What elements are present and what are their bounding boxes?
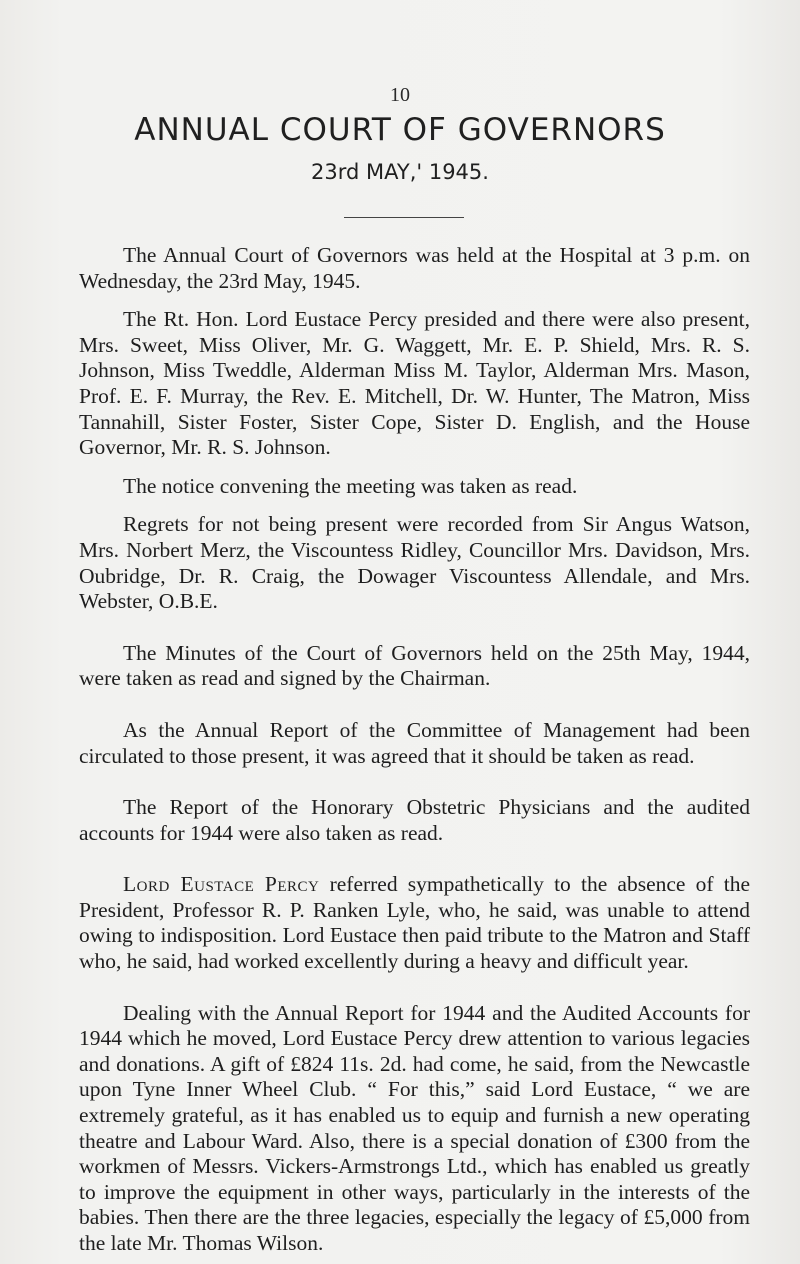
paragraph-attendees: The Rt. Hon. Lord Eustace Percy presided and there were also present, Mrs. Sweet, Miss Oliver, Mr. G. Waggett, Mr. E. P. Shield, Mrs. R. S. Johnson, Miss Tweddle, Alderman Miss M. Taylor, Alderman Mrs. Mason, Prof. E. F. Murray, the Rev. E. Mitchell, Dr. W. Hunter, The Matron, Miss Tannahill, Sister Foster, Sister Cope, Sister D. English, and the House Governor, Mr. R. S. Johnson.	[79, 307, 750, 460]
page-number: 10	[390, 84, 410, 106]
minutes-body	[79, 243, 750, 1257]
paragraph-regrets: Regrets for not being present were recorded from Sir Angus Watson, Mrs. Norbert Merz, the Viscountess Ridley, Councillor Mrs. Davidson, Mrs. Oubridge, Dr. R. Craig, the Dowager Viscountess Allendale, and Mrs. Webster, O.B.E.	[79, 512, 750, 614]
speaker-paragraph-text: referred sympathetically to the absence of the President, Professor R. P. Ranken Lyle, who, he said, was unable to attend owing to indisposition. Lord Eustace then paid tribute to the Matron and Staff who, he said, had worked excellently during a heavy and difficult year.	[79, 872, 750, 974]
speaker-name: Lord Eustace Percy	[123, 872, 320, 897]
document-title: ANNUAL COURT OF GOVERNORS	[134, 112, 666, 148]
meeting-date: 23rd MAY,' 1945.	[311, 160, 489, 184]
paragraph-obstetric-report: The Report of the Honorary Obstetric Physicians and the audited accounts for 1944 were also taken as read.	[79, 795, 750, 845]
paragraph-minutes: The Minutes of the Court of Governors held on the 25th May, 1944, were taken as read and signed by the Chairman.	[79, 640, 750, 691]
paragraph-president-absence	[79, 872, 750, 974]
title-divider	[344, 217, 464, 218]
paragraph-notice: The notice convening the meeting was taken as read.	[123, 473, 578, 498]
paragraph-legacies: Dealing with the Annual Report for 1944 and the Audited Accounts for 1944 which he moved, Lord Eustace Percy drew attention to various legacies and donations. A gift of £824 11s. 2d. had come, he said, from the Newcastle upon Tyne Inner Wheel Club. “ For this,” said Lord Eustace, “ we are extremely grateful, as it has enabled us to equip and furnish a new operating theatre and Labour Ward. Also, there is a special donation of £300 from the workmen of Messrs. Vickers-Armstrongs Ltd., which has enabled us greatly to improve the equipment in other ways, particularly in the interests of the babies. Then there are the three legacies, especially the legacy of £5,000 from the late Mr. Thomas Wilson.	[79, 1000, 750, 1255]
paragraph-meeting-held: The Annual Court of Governors was held at the Hospital at 3 p.m. on Wednesday, the 23rd May, 1945.	[79, 243, 750, 293]
paragraph-annual-report: As the Annual Report of the Committee of Management had been circulated to those present, it was agreed that it should be taken as read.	[79, 717, 750, 768]
